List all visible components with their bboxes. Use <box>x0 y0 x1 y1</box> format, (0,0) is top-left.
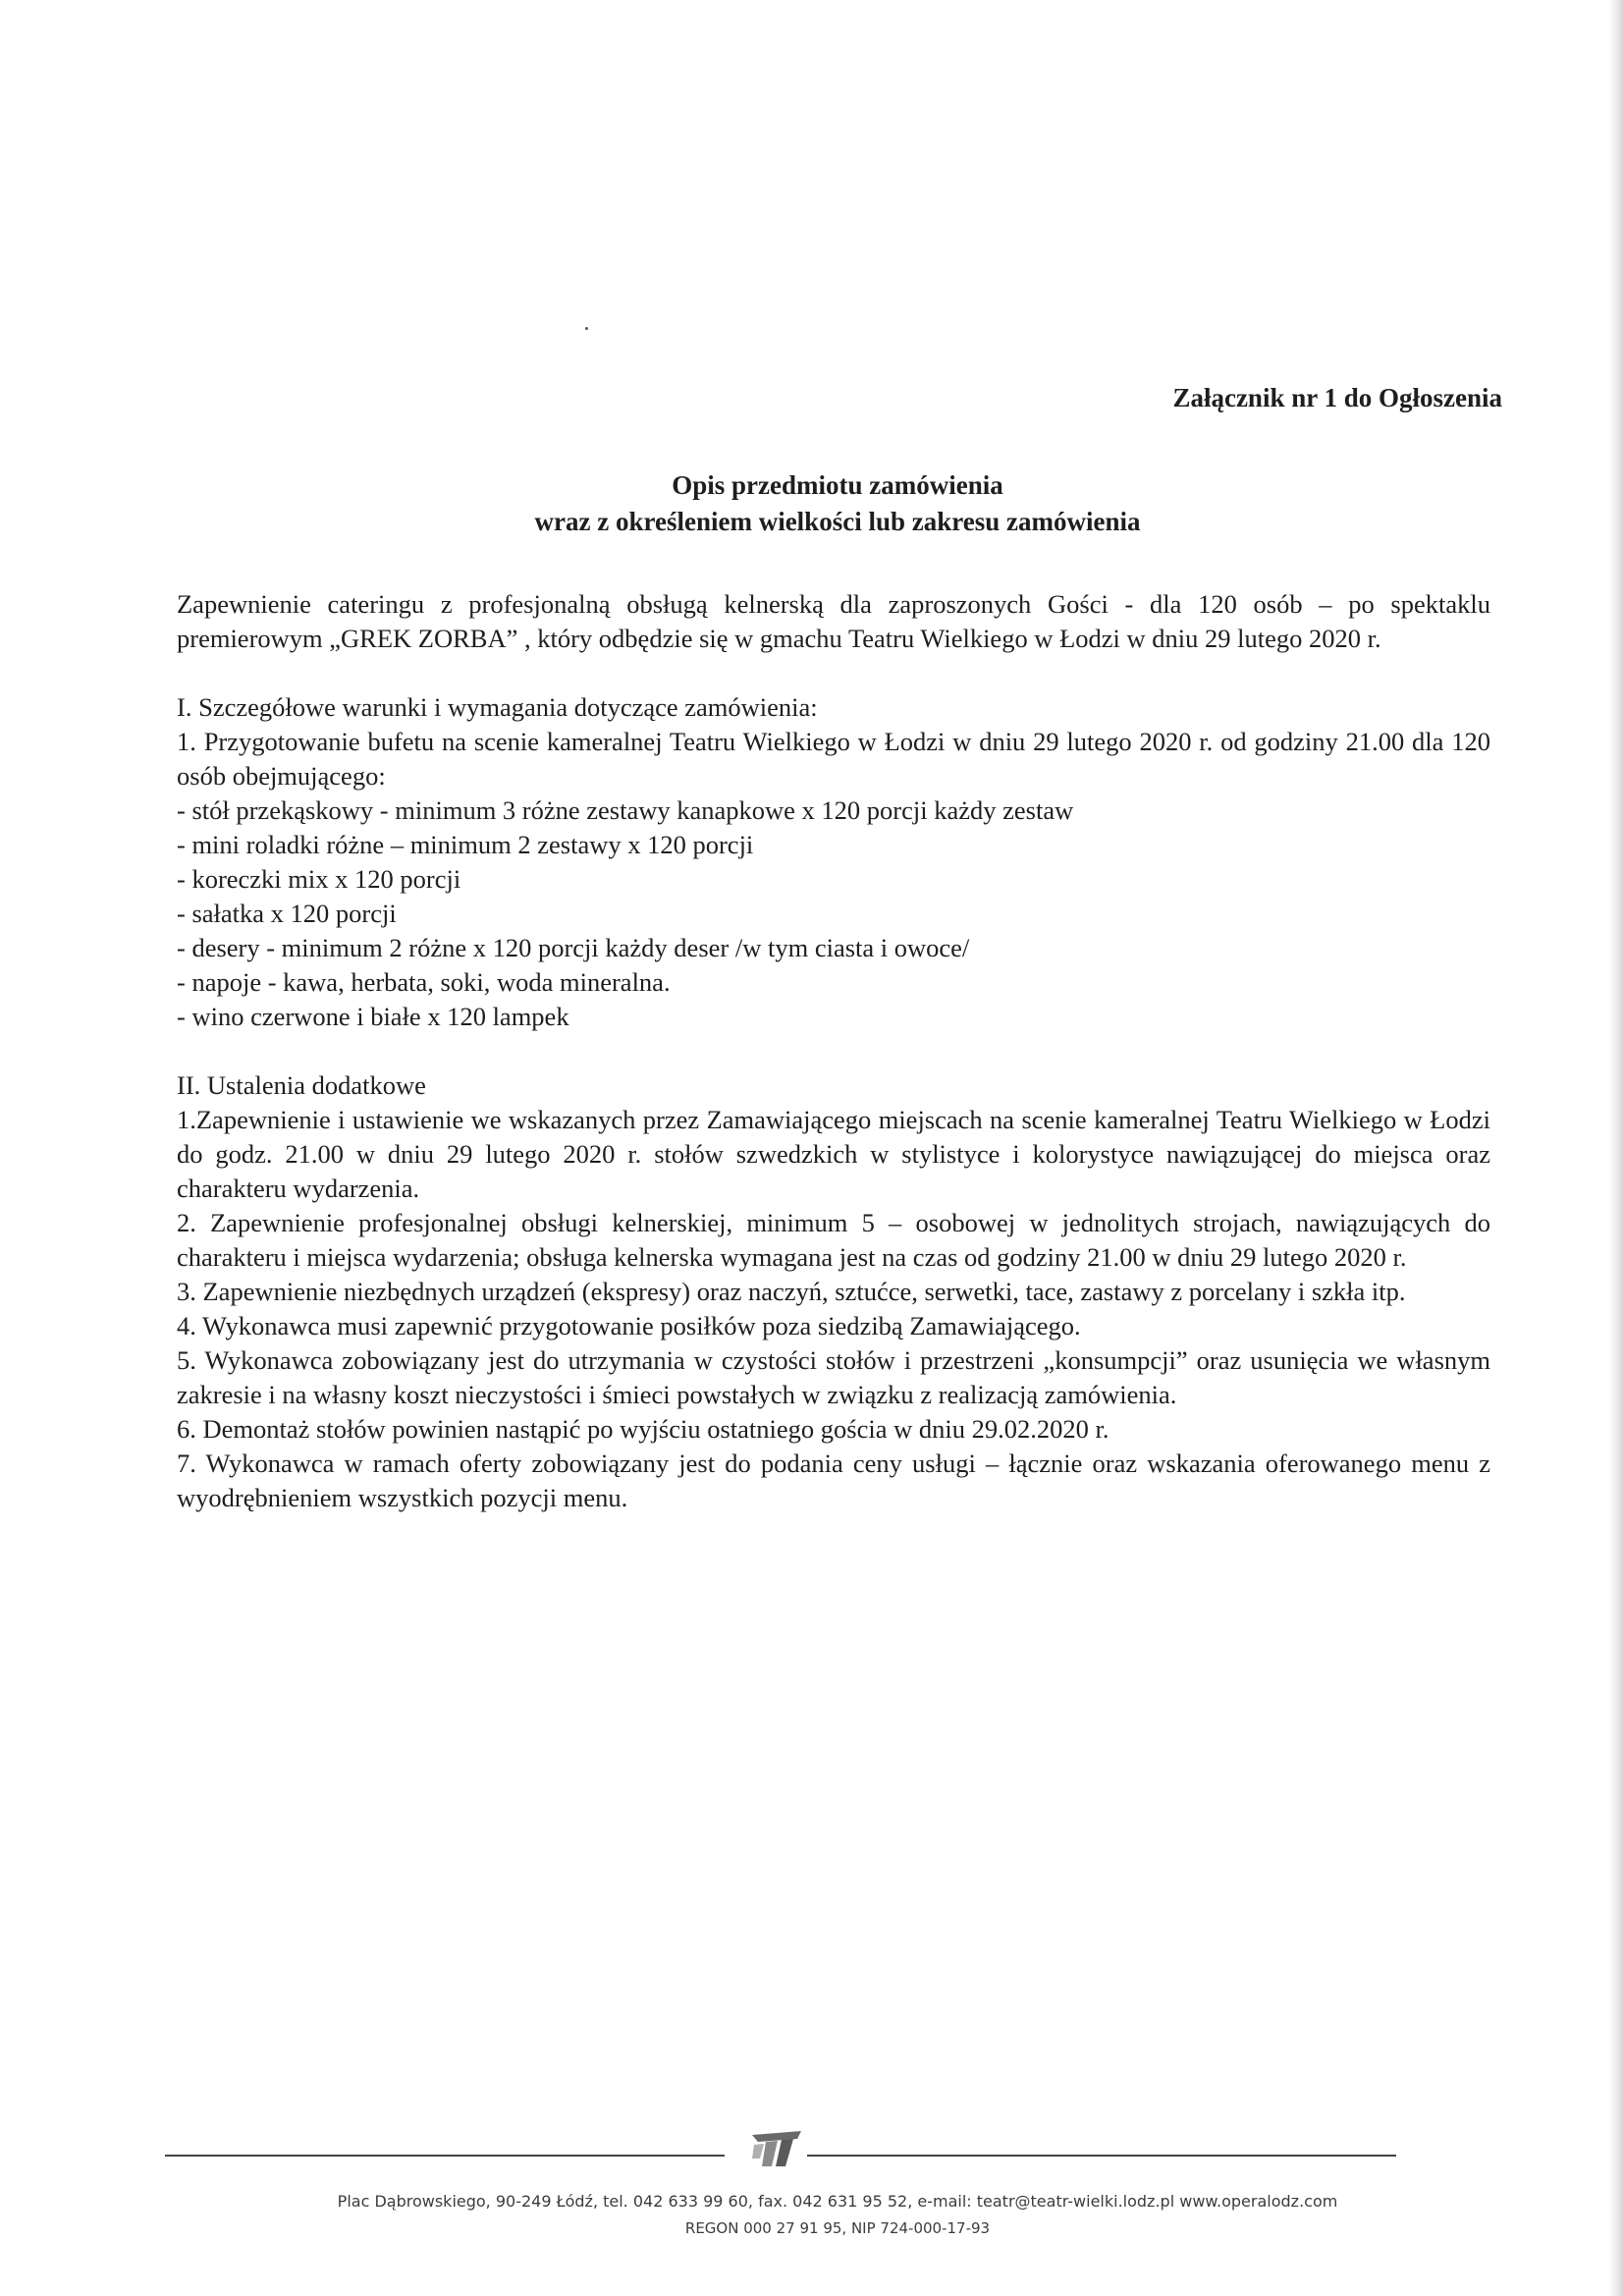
list-item: - koreczki mix x 120 porcji <box>177 864 461 894</box>
section-2-point: 3. Zapewnienie niezbędnych urządzeń (ekspresy) oraz naczyń, sztućce, serwetki, tace, zastawy z porcelany i szkła itp. <box>177 1277 1406 1306</box>
list-item: - napoje - kawa, herbata, soki, woda mineralna. <box>177 967 671 997</box>
section-1-heading: I. Szczegółowe warunki i wymagania dotyczące zamówienia: <box>177 692 818 722</box>
footer-address: Plac Dąbrowskiego, 90-249 Łódź, tel. 042 633 99 60, fax. 042 631 95 52, e-mail: teatr@teatr-wielki.lodz.pl www.operalodz.com <box>337 2192 1338 2211</box>
footer-divider-right <box>807 2155 1396 2157</box>
footer-registry: REGON 000 27 91 95, NIP 724-000-17-93 <box>684 2219 991 2237</box>
section-2-point: 6. Demontaż stołów powinien nastąpić po wyjściu ostatniego gościa w dniu 29.02.2020 r. <box>177 1414 1109 1444</box>
list-item: - wino czerwone i białe x 120 lampek <box>177 1002 569 1031</box>
section-2-point: 7. Wykonawca w ramach oferty zobowiązany jest do podania ceny usługi – łącznie oraz wskazania oferowanego menu z wyodrębnieniem wszystkich pozycji menu. <box>177 1449 1490 1512</box>
list-item: - stół przekąskowy - minimum 3 różne zestawy kanapkowe x 120 porcji każdy zestaw <box>177 795 1074 825</box>
document-body <box>177 587 1490 1515</box>
scan-speck <box>585 327 588 330</box>
section-2-point: 4. Wykonawca musi zapewnić przygotowanie posiłków poza siedzibą Zamawiającego. <box>177 1311 1081 1340</box>
document-subtitle: wraz z określeniem wielkości lub zakresu zamówienia <box>534 507 1141 536</box>
attachment-label: Załącznik nr 1 do Ogłoszenia <box>1172 383 1502 412</box>
list-item: - desery - minimum 2 różne x 120 porcji każdy deser /w tym ciasta i owoce/ <box>177 933 970 962</box>
section-2-point: 1.Zapewnienie i ustawienie we wskazanych przez Zamawiającego miejscach na scenie kameralnej Teatru Wielkiego w Łodzi do godz. 21.00 w dniu 29 lutego 2020 r. stołów szwedzkich w stylistyce i kolorystyce nawiązującej do miejsca oraz charakteru wydarzenia. <box>177 1105 1490 1203</box>
section-2-heading: II. Ustalenia dodatkowe <box>177 1070 426 1100</box>
scan-page-edge <box>1609 0 1623 2296</box>
intro-paragraph: Zapewnienie cateringu z profesjonalną obsługą kelnerską dla zaproszonych Gości - dla 120 osób – po spektaklu premierowym „GREK ZORBA” , który odbędzie się w gmachu Teatru Wielkiego w Łodzi w dniu 29 lutego 2020 r. <box>177 589 1490 653</box>
list-item: - sałatka x 120 porcji <box>177 899 397 928</box>
document-title: Opis przedmiotu zamówienia <box>672 470 1003 500</box>
teatr-wielki-logo-icon <box>744 2123 805 2170</box>
section-1-point-1: 1. Przygotowanie bufetu na scenie kameralnej Teatru Wielkiego w Łodzi w dniu 29 lutego 2020 r. od godziny 21.00 dla 120 osób obejmującego: <box>177 727 1490 791</box>
footer-divider-left <box>165 2155 725 2157</box>
list-item: - mini roladki różne – minimum 2 zestawy x 120 porcji <box>177 830 754 859</box>
section-2-point: 5. Wykonawca zobowiązany jest do utrzymania w czystości stołów i przestrzeni „konsumpcji” oraz usunięcia we własnym zakresie i na własny koszt nieczystości i śmieci powstałych w związku z realizacją zamówienia. <box>177 1345 1490 1409</box>
section-2-point: 2. Zapewnienie profesjonalnej obsługi kelnerskiej, minimum 5 – osobowej w jednolitych strojach, nawiązujących do charakteru i miejsca wydarzenia; obsługa kelnerska wymagana jest na czas od godziny 21.00 w dniu 29 lutego 2020 r. <box>177 1208 1490 1272</box>
